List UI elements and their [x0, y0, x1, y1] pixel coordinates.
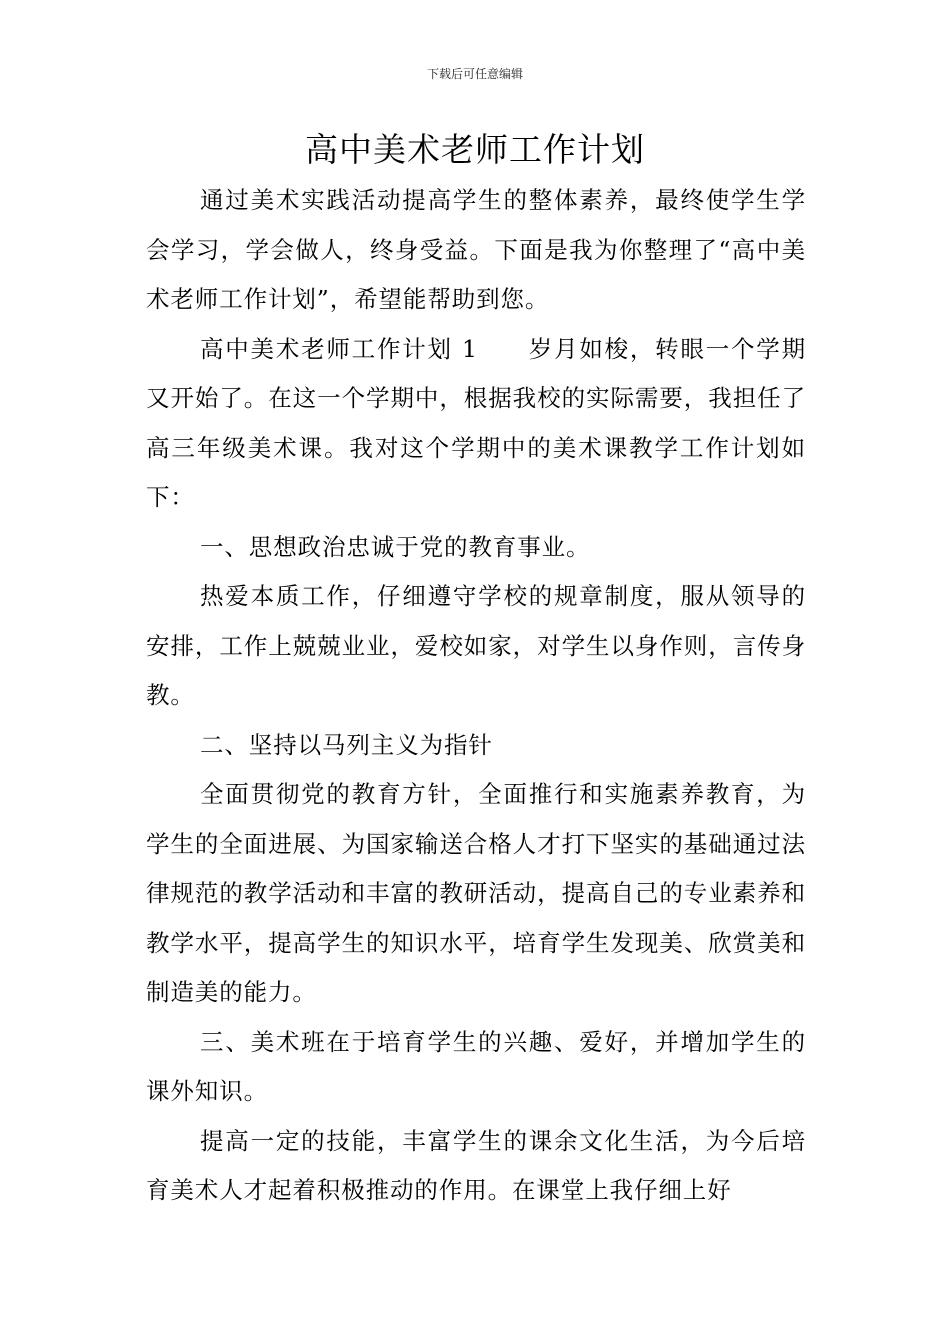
plan-opening: 岁月如梭，转眼一个学期又开始了。在这一个学期中，根据我校的实际需要，我担任了高三年级美术课。我对这个学期中的美术课教学工作计划如下：	[146, 334, 806, 511]
section-3-heading: 三、美术班在于培育学生的兴趣、爱好，并增加学生的课外知识。	[146, 1027, 806, 1105]
plan-paragraph	[146, 325, 806, 523]
section-1-body: 热爱本质工作，仔细遵守学校的规章制度，服从领导的安排，工作上兢兢业业，爱校如家，对学生以身作则，言传身教。	[146, 582, 806, 709]
section-3-body: 提高一定的技能，丰富学生的课余文化生活，为今后培育美术人才起着积极推动的作用。在课堂上我仔细上好	[146, 1126, 806, 1204]
document-body	[146, 176, 806, 1216]
header-note: 下载后可任意编辑	[426, 67, 523, 81]
section-1-heading: 一、思想政治忠诚于党的教育事业。	[200, 532, 591, 561]
plan-heading: 高中美术老师工作计划 1	[200, 334, 478, 363]
section-2-heading: 二、坚持以马列主义为指针	[200, 730, 493, 759]
section-2-body: 全面贯彻党的教育方针，全面推行和实施素养教育，为学生的全面进展、为国家输送合格人才打下坚实的基础通过法律规范的教学活动和丰富的教研活动，提高自己的专业素养和教学水平，提高学生的知识水平，培育学生发现美、欣赏美和制造美的能力。	[146, 780, 806, 1006]
intro-paragraph: 通过美术实践活动提高学生的整体素养，最终使学生学会学习，学会做人，终身受益。下面是我为你整理了“高中美术老师工作计划”，希望能帮助到您。	[146, 186, 806, 313]
document-title: 高中美术老师工作计划	[305, 130, 645, 169]
